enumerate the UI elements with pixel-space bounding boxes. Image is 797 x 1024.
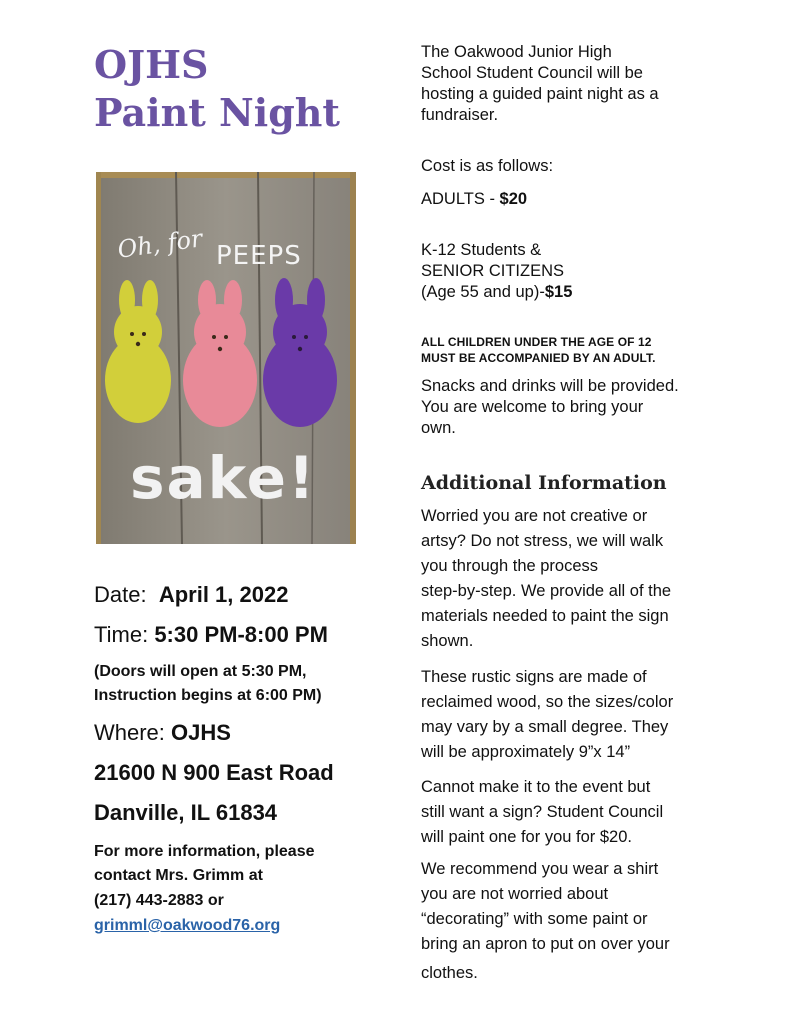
date-value: April 1, 2022 <box>158 582 289 607</box>
para-line: you through the process <box>421 557 599 575</box>
students-line: SENIOR CITIZENS <box>421 262 565 280</box>
para-line: still want a sign? Student Council <box>421 803 664 821</box>
additional-paragraph-2 <box>421 665 711 765</box>
snacks-line: Snacks and drinks will be provided. <box>421 377 679 395</box>
para-line: step-by-step. We provide all of the <box>421 582 672 600</box>
address-line-1: 21600 N 900 East Road <box>94 760 334 785</box>
students-price-block <box>421 240 721 303</box>
contact-line-1: For more information, please <box>94 843 315 860</box>
snacks-line: You are welcome to bring your <box>421 398 644 416</box>
para-line: “decorating” with some paint or <box>421 910 648 928</box>
intro-line: fundraiser. <box>421 106 499 124</box>
para-line: you are not worried about <box>421 885 609 903</box>
adults-price: $20 <box>499 190 528 208</box>
para-line: will paint one for you for $20. <box>421 828 632 846</box>
additional-paragraph-3 <box>421 775 711 850</box>
where-value: OJHS <box>171 720 231 745</box>
additional-paragraph-4 <box>421 857 711 986</box>
doors-note-line-1: (Doors will open at 5:30 PM, <box>94 663 307 680</box>
para-line: clothes. <box>421 964 478 982</box>
para-line: Worried you are not creative or <box>421 507 648 525</box>
peeps-sign-image <box>96 172 356 544</box>
sign-text-peeps: PEEPS <box>216 241 302 271</box>
adults-price-row <box>421 189 721 210</box>
para-line: artsy? Do not stress, we will walk <box>421 532 664 550</box>
where-label: Where: <box>94 720 165 745</box>
para-line: may vary by a small degree. They <box>421 718 669 736</box>
contact-email-link[interactable]: grimml@oakwood76.org <box>94 917 281 934</box>
para-line: will be approximately 9”x 14” <box>421 743 631 761</box>
intro-paragraph <box>421 42 721 126</box>
para-line: We recommend you wear a shirt <box>421 860 659 878</box>
para-line: shown. <box>421 632 474 650</box>
intro-line: School Student Council will be <box>421 64 643 82</box>
intro-line: The Oakwood Junior High <box>421 43 612 61</box>
doors-note-line-2: Instruction begins at 6:00 PM) <box>94 687 322 704</box>
students-line-3 <box>421 282 721 303</box>
contact-phone: (217) 443-2883 or <box>94 892 224 909</box>
date-row <box>94 582 288 608</box>
students-age-text: (Age 55 and up)- <box>421 283 545 301</box>
children-note <box>421 334 721 366</box>
para-line: materials needed to paint the sign <box>421 607 669 625</box>
intro-line: hosting a guided paint night as a <box>421 85 659 103</box>
students-price: $15 <box>544 283 573 301</box>
para-line: bring an apron to put on over your <box>421 935 670 953</box>
additional-paragraph-1 <box>421 504 711 654</box>
adults-label: ADULTS - <box>421 190 500 208</box>
where-row <box>94 720 231 746</box>
para-line: These rustic signs are made of <box>421 668 647 686</box>
snacks-line: own. <box>421 419 456 437</box>
wood-frame-right <box>350 172 356 544</box>
wood-frame-left <box>96 172 101 544</box>
students-line: K-12 Students & <box>421 241 542 259</box>
time-row <box>94 622 328 648</box>
contact-email-row <box>94 914 280 937</box>
time-label: Time: <box>94 622 149 647</box>
date-label: Date: <box>94 582 147 607</box>
para-line: Cannot make it to the event but <box>421 778 651 796</box>
wood-frame-top <box>96 172 356 178</box>
sign-text-oh-for: Oh, for <box>115 224 205 264</box>
sign-text-sake: sake! <box>130 444 317 512</box>
time-value: 5:30 PM-8:00 PM <box>154 622 328 647</box>
snacks-paragraph <box>421 376 721 439</box>
title-line-1: OJHS <box>94 42 209 87</box>
title-line-2: Paint Night <box>94 90 340 135</box>
para-line: reclaimed wood, so the sizes/color <box>421 693 674 711</box>
address-line-2: Danville, IL 61834 <box>94 800 278 825</box>
additional-info-heading: Additional Information <box>421 472 667 494</box>
cost-heading: Cost is as follows: <box>421 157 554 175</box>
children-note-line: MUST BE ACCOMPANIED BY AN ADULT. <box>421 351 656 365</box>
contact-line-2: contact Mrs. Grimm at <box>94 867 263 884</box>
children-note-line: ALL CHILDREN UNDER THE AGE OF 12 <box>421 335 652 349</box>
